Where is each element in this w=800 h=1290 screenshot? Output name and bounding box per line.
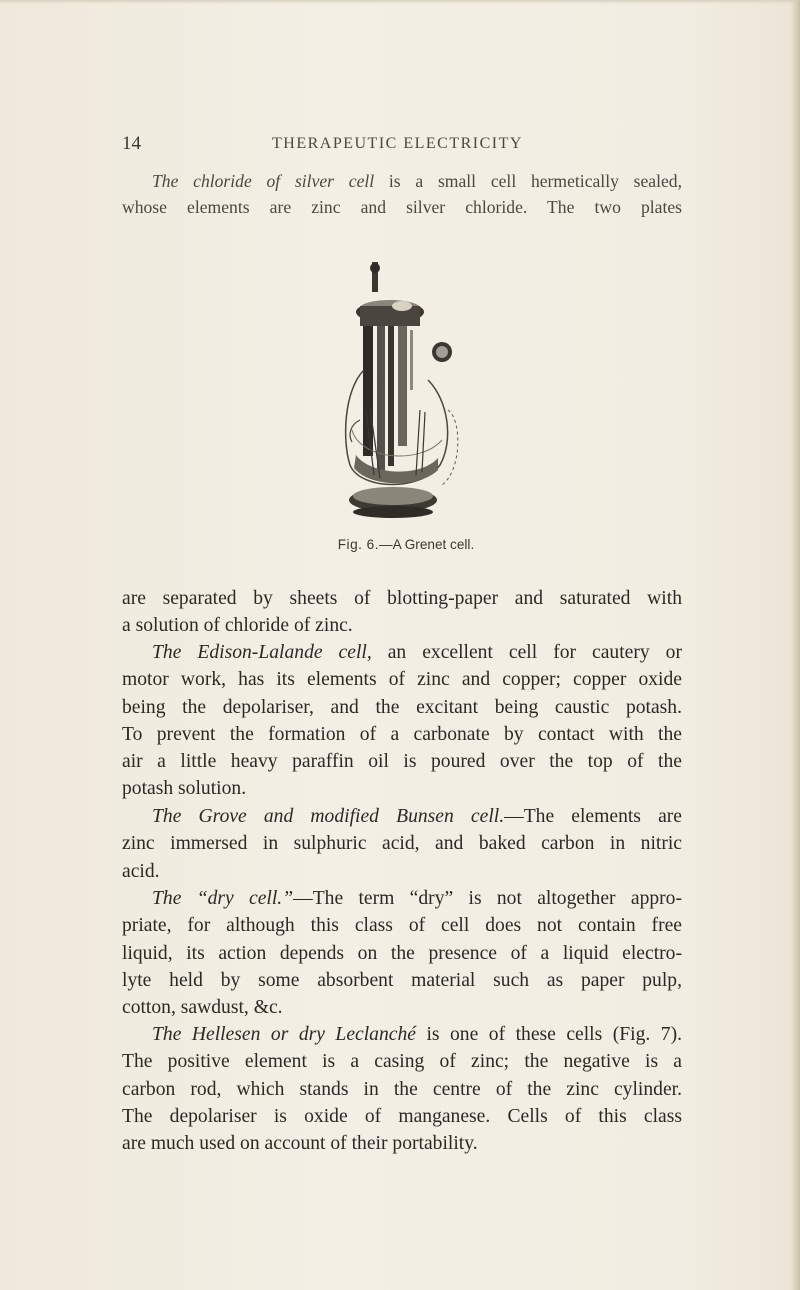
text-line: zinc immersed in sulphuric acid, and baked carbon in nitric (122, 833, 682, 855)
section-title: The Grove and modified Bunsen cell. (152, 806, 505, 827)
running-title: THERAPEUTIC ELECTRICITY (272, 135, 523, 152)
paragraph-silver-chloride-cell (122, 168, 682, 220)
text-line: air a little heavy paraffin oil is poured over the top of the (122, 751, 682, 773)
text-line: The positive element is a casing of zinc; the negative is a (122, 1051, 682, 1073)
text-line: The Edison-Lalande cell, an excellent cell for cautery or (152, 642, 682, 663)
page-right-edge (790, 0, 800, 1290)
grenet-cell-figure (330, 260, 480, 530)
text-line: cotton, sawdust, &c. (122, 997, 283, 1019)
grenet-cell-illustration (330, 260, 480, 530)
figure-label: Fig. 6. (337, 537, 380, 552)
text-line: acid. (122, 860, 160, 882)
text-line: priate, for although this class of cell does not contain free (122, 915, 682, 937)
figure-caption-text: —A Grenet cell. (379, 537, 475, 552)
paragraph-edison-lalande (122, 639, 682, 803)
figure-caption (276, 537, 536, 552)
text-line: a solution of chloride of zinc. (122, 615, 353, 637)
text-line: The Grove and modified Bunsen cell.—The elements are (152, 806, 682, 827)
cell-name: The chloride of silver cell (152, 171, 375, 191)
running-head (122, 133, 682, 159)
paragraph-continued (122, 585, 682, 640)
page-number: 14 (122, 133, 141, 154)
text-line: motor work, has its elements of zinc and copper; copper oxide (122, 669, 682, 691)
text-line: are much used on account of their portability. (122, 1133, 478, 1155)
text-line: carbon rod, which stands in the centre of the zinc cylinder. (122, 1078, 682, 1100)
text-line: liquid, its action depends on the presence of a liquid electro- (122, 942, 682, 964)
section-title: The “dry cell.” (152, 888, 294, 909)
text-line: The Hellesen or dry Leclanché is one of these cells (Fig. 7). (152, 1024, 682, 1045)
text-line: are separated by sheets of blotting-paper and saturated with (122, 588, 682, 609)
text-line: whose elements are zinc and silver chloride. The two plates (122, 197, 682, 217)
section-title: The Edison-Lalande cell, (152, 642, 372, 663)
text-line: The “dry cell.”—The term “dry” is not altogether appro- (152, 888, 683, 909)
page-top-edge (0, 0, 800, 4)
text-line: lyte held by some absorbent material such as paper pulp, (122, 969, 682, 991)
text-line: The chloride of silver cell is a small cell hermetically sealed, (152, 171, 682, 191)
text-line: The depolariser is oxide of manganese. Cells of this class (122, 1105, 682, 1127)
paragraph-grove-bunsen (122, 803, 682, 885)
paragraph-dry-cell (122, 885, 682, 1021)
text-line: potash solution. (122, 778, 247, 800)
text-line: To prevent the formation of a carbonate by contact with the (122, 723, 682, 745)
text-line: being the depolariser, and the excitant being caustic potash. (122, 696, 682, 718)
section-title: The Hellesen or dry Leclanché (152, 1024, 416, 1045)
paragraph-hellesen (122, 1021, 682, 1157)
